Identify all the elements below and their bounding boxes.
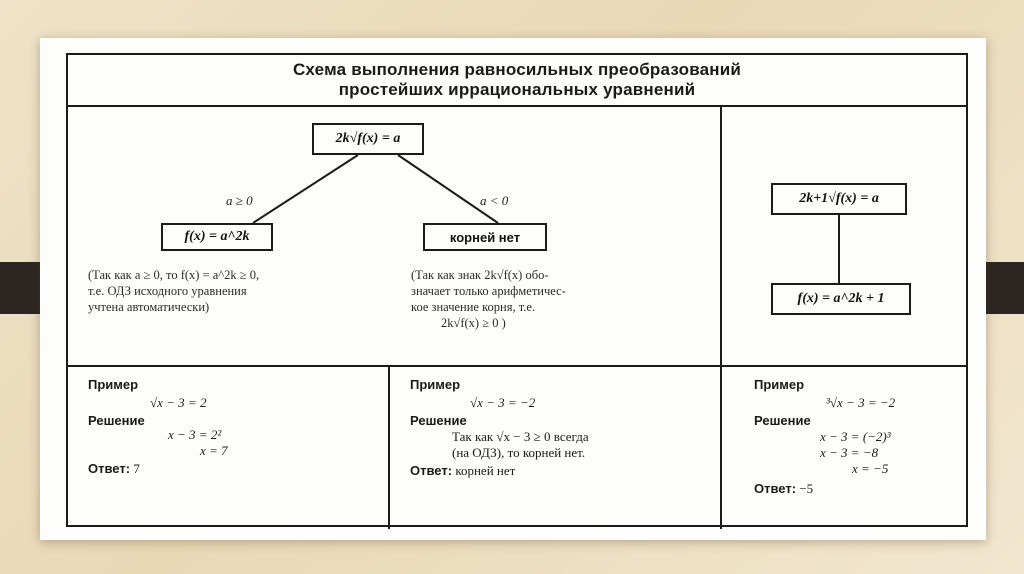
left-note	[88, 267, 259, 315]
example-3-equation: ³√x − 3 = −2	[826, 395, 896, 410]
even-root-equation: 2k√f(x) = a	[312, 123, 424, 155]
scheme-title	[68, 55, 966, 107]
example-3-answer-value: −5	[799, 481, 814, 496]
example-2-heading: Пример	[410, 377, 461, 392]
example-3-step: x − 3 = (−2)³	[820, 429, 891, 444]
left-note-line: т.е. ОДЗ исходного уравнения	[88, 284, 247, 298]
title-line-1: Схема выполнения равносильных преобразований	[292, 60, 742, 79]
right-note-line: кое значение корня, т.е.	[411, 300, 536, 314]
example-2-solution-label: Решение	[410, 413, 467, 428]
example-1-heading: Пример	[88, 377, 139, 392]
left-note-line: (Так как a ≥ 0, то f(x) = a^2k ≥ 0,	[88, 268, 260, 282]
example-2-equation: √x − 3 = −2	[470, 395, 536, 410]
odd-connector	[838, 215, 840, 283]
example-2-answer-value: корней нет	[455, 463, 516, 478]
example-1-equation: √x − 3 = 2	[150, 395, 207, 410]
even-left-result: f(x) = a^2k	[161, 223, 273, 251]
even-right-result: корней нет	[423, 223, 547, 251]
example-3-heading: Пример	[754, 377, 805, 392]
divider-example-1-2	[388, 365, 390, 529]
left-note-line: учтена автоматически)	[88, 300, 210, 314]
title-line-2: простейших иррациональных уравнений	[338, 80, 696, 99]
example-3-solution-label: Решение	[754, 413, 811, 428]
example-1-answer	[88, 461, 140, 477]
right-note-line: (Так как знак 2k√f(x) обо-	[411, 268, 549, 282]
example-3-step: x − 3 = −8	[820, 445, 879, 460]
right-note-line: 2k√f(x) ≥ 0 )	[441, 316, 506, 330]
divider-even-odd	[720, 107, 722, 529]
example-2-step: (на ОДЗ), то корней нет.	[452, 445, 586, 460]
example-3-answer-label: Ответ:	[754, 481, 797, 496]
scheme-table	[66, 53, 968, 527]
example-1-solution-label: Решение	[88, 413, 145, 428]
odd-root-equation: 2k+1√f(x) = a	[771, 183, 907, 215]
divider-diagram-examples	[68, 365, 966, 367]
example-1-step: x = 7	[200, 443, 228, 458]
example-2-answer	[410, 463, 515, 479]
branch-label-negative: a < 0	[480, 193, 509, 208]
branch-label-nonnegative: a ≥ 0	[226, 193, 253, 208]
example-1-answer-label: Ответ:	[88, 461, 131, 476]
example-3-step: x = −5	[852, 461, 889, 476]
example-2-answer-label: Ответ:	[410, 463, 453, 478]
example-2-step: Так как √x − 3 ≥ 0 всегда	[452, 429, 589, 444]
example-1-answer-value: 7	[133, 461, 140, 476]
example-3-answer	[754, 481, 813, 497]
slide	[40, 38, 986, 540]
right-note	[411, 267, 566, 331]
example-1-step: x − 3 = 2²	[168, 427, 222, 442]
odd-result: f(x) = a^2k + 1	[771, 283, 911, 315]
right-note-line: значает только арифметичес-	[411, 284, 566, 298]
